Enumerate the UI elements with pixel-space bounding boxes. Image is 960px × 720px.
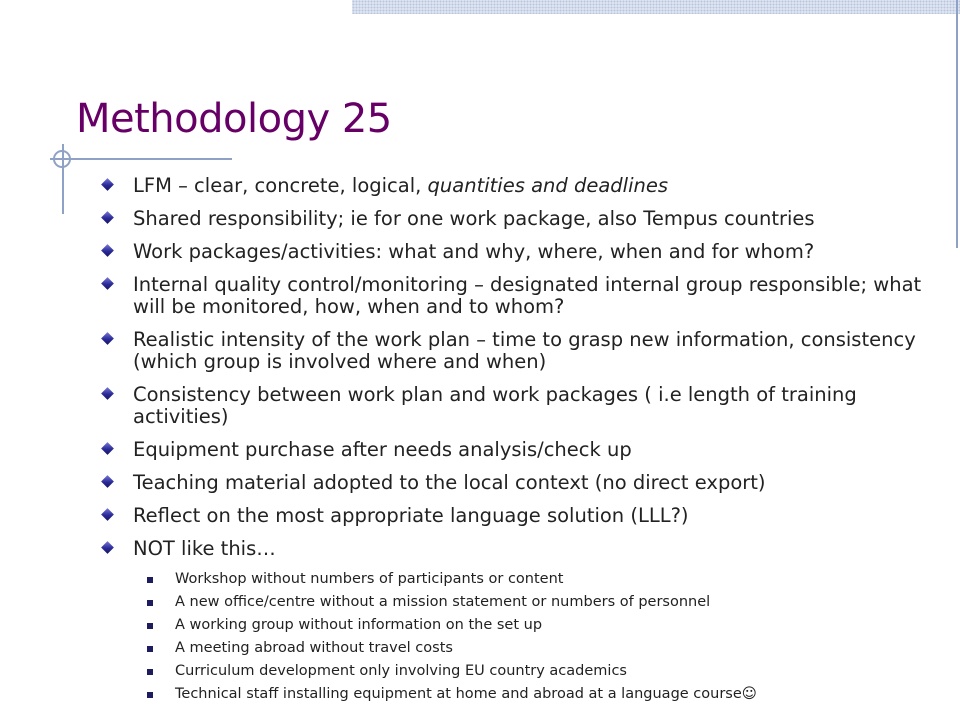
bullet-text: Internal quality control/monitoring – designated internal group responsible; what will be monitored, how, when and to whom? — [133, 273, 922, 318]
bullet-text: Shared responsibility; ie for one work package, also Tempus countries — [133, 207, 815, 230]
diamond-bullet-icon — [101, 475, 114, 488]
slide-title: Methodology 25 — [76, 96, 392, 142]
bullet-item — [100, 439, 950, 461]
square-bullet-icon — [147, 646, 153, 652]
bullet-text: Teaching material adopted to the local context (no direct export) — [133, 471, 766, 494]
bullet-item — [100, 472, 950, 494]
square-bullet-icon — [147, 623, 153, 629]
sub-bullet-text: Workshop without numbers of participants or content — [175, 571, 564, 587]
right-decorative-line — [956, 0, 958, 248]
square-bullet-icon — [147, 600, 153, 606]
sub-bullet-text: A meeting abroad without travel costs — [175, 640, 453, 656]
title-underline-decoration — [50, 158, 232, 160]
sub-bullet-item — [100, 617, 950, 634]
bullet-item — [100, 505, 950, 527]
sub-bullet-item — [100, 640, 950, 657]
square-bullet-icon — [147, 692, 153, 698]
bullet-text: Realistic intensity of the work plan – time to grasp new information, consistency (which group is involved where and when) — [133, 328, 916, 373]
sub-bullet-item — [100, 686, 950, 703]
sub-bullet-text: A new office/centre without a mission statement or numbers of personnel — [175, 594, 711, 610]
sub-bullet-list — [100, 571, 950, 709]
bullet-text: LFM – clear, concrete, logical, — [133, 174, 428, 197]
bullet-item — [100, 208, 950, 230]
sub-bullet-text: Curriculum development only involving EU country academics — [175, 663, 627, 679]
bullet-item — [100, 329, 950, 373]
top-decorative-pattern — [352, 0, 960, 14]
diamond-bullet-icon — [101, 178, 114, 191]
bullet-italic-text: quantities and deadlines — [427, 174, 669, 197]
sub-bullet-item — [100, 571, 950, 588]
bullet-item — [100, 175, 950, 197]
bullet-item — [100, 384, 950, 428]
diamond-bullet-icon — [101, 211, 114, 224]
diamond-bullet-icon — [101, 277, 114, 290]
diamond-bullet-icon — [101, 541, 114, 554]
square-bullet-icon — [147, 669, 153, 675]
bullet-item — [100, 274, 950, 318]
sub-bullet-item — [100, 594, 950, 611]
bullet-text: Reflect on the most appropriate language solution (LLL?) — [133, 504, 689, 527]
bullet-text: Equipment purchase after needs analysis/check up — [133, 438, 632, 461]
sub-bullet-text: A working group without information on the set up — [175, 617, 543, 633]
bullet-item — [100, 538, 950, 560]
square-bullet-icon — [147, 577, 153, 583]
bullet-text: NOT like this… — [133, 537, 276, 560]
diamond-bullet-icon — [101, 387, 114, 400]
main-bullet-list — [100, 175, 950, 567]
diamond-bullet-icon — [101, 244, 114, 257]
diamond-bullet-icon — [101, 332, 114, 345]
bullet-item — [100, 241, 950, 263]
diamond-bullet-icon — [101, 442, 114, 455]
bullet-text: Consistency between work plan and work packages ( i.e length of training activities) — [133, 383, 857, 428]
diamond-bullet-icon — [101, 508, 114, 521]
sub-bullet-item — [100, 663, 950, 680]
sub-bullet-text: Technical staff installing equipment at home and abroad at a language course☺ — [175, 686, 757, 702]
decorative-circle — [53, 150, 71, 168]
bullet-text: Work packages/activities: what and why, where, when and for whom? — [133, 240, 815, 263]
